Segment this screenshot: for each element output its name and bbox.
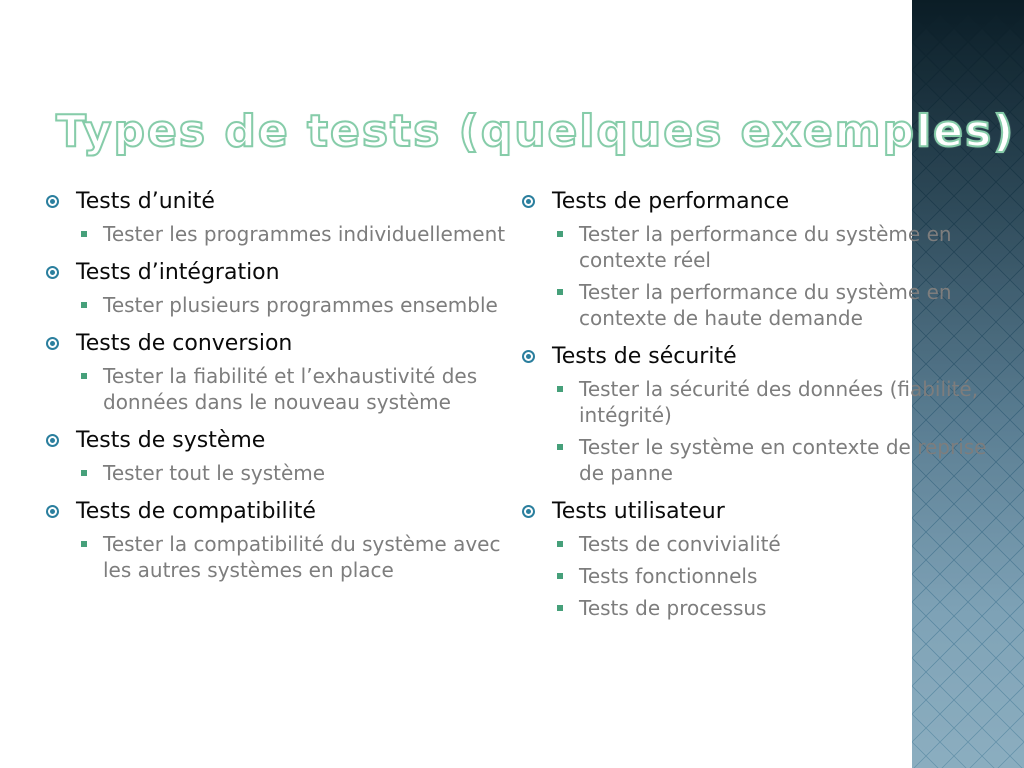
left-column-list [46, 186, 516, 583]
sub-bullet-text: Tests de processus [579, 596, 767, 620]
sub-bullet-item [76, 221, 516, 247]
sub-bullet-item [76, 292, 516, 318]
sub-bullet-text: Tester les programmes individuellement [103, 222, 506, 246]
square-bullet-icon [557, 444, 563, 450]
sub-bullet-list [552, 376, 1002, 486]
sub-bullet-text: Tester la compatibilité du système avec les autres systèmes en place [103, 532, 501, 582]
bullet-item-label: Tests d’intégration [76, 260, 280, 285]
circled-dot-bullet-icon [46, 195, 59, 208]
bullet-item-label: Tests d’unité [76, 189, 215, 214]
bullet-item [522, 496, 1002, 621]
bullet-item-label: Tests de système [76, 428, 266, 453]
sub-bullet-text: Tester la sécurité des données (fiabilité, intégrité) [579, 377, 979, 427]
bullet-item [46, 257, 516, 318]
bullet-item-label: Tests de sécurité [552, 344, 737, 369]
bullet-item-label: Tests de performance [552, 189, 790, 214]
sub-bullet-text: Tests fonctionnels [579, 564, 758, 588]
bullet-item-label: Tests utilisateur [552, 499, 725, 524]
bullet-item [46, 186, 516, 247]
sub-bullet-text: Tester la fiabilité et l’exhaustivité des données dans le nouveau système [103, 364, 478, 414]
square-bullet-icon [557, 231, 563, 237]
sub-bullet-list [76, 363, 516, 415]
bullet-item [522, 186, 1002, 331]
square-bullet-icon [557, 289, 563, 295]
square-bullet-icon [81, 470, 87, 476]
sub-bullet-item [552, 531, 1002, 557]
square-bullet-icon [557, 386, 563, 392]
circled-dot-bullet-icon [522, 350, 535, 363]
square-bullet-icon [557, 605, 563, 611]
bullet-item [46, 425, 516, 486]
bullet-item-label: Tests de conversion [76, 331, 293, 356]
sub-bullet-item [552, 595, 1002, 621]
sub-bullet-list [76, 531, 516, 583]
sub-bullet-text: Tester plusieurs programmes ensemble [103, 293, 498, 317]
slide-title: Types de tests (quelques exemples) [56, 106, 1016, 157]
sub-bullet-item [552, 434, 1002, 486]
circled-dot-bullet-icon [522, 505, 535, 518]
square-bullet-icon [81, 231, 87, 237]
sub-bullet-text: Tests de convivialité [579, 532, 781, 556]
sub-bullet-list [76, 460, 516, 486]
sub-bullet-item [76, 531, 516, 583]
square-bullet-icon [81, 541, 87, 547]
bullet-item [522, 341, 1002, 486]
circled-dot-bullet-icon [46, 266, 59, 279]
right-column-list [522, 186, 1002, 621]
bullet-item-label: Tests de compatibilité [76, 499, 316, 524]
circled-dot-bullet-icon [46, 505, 59, 518]
bullet-item [46, 496, 516, 583]
circled-dot-bullet-icon [46, 434, 59, 447]
square-bullet-icon [81, 302, 87, 308]
sub-bullet-text: Tester le système en contexte de reprise de panne [579, 435, 987, 485]
sub-bullet-text: Tester tout le système [103, 461, 326, 485]
sub-bullet-text: Tester la performance du système en contexte de haute demande [579, 280, 952, 330]
circled-dot-bullet-icon [46, 337, 59, 350]
square-bullet-icon [557, 541, 563, 547]
sub-bullet-item [552, 376, 1002, 428]
sub-bullet-list [76, 221, 516, 247]
sub-bullet-item [552, 279, 1002, 331]
sub-bullet-item [552, 221, 1002, 273]
sub-bullet-list [552, 221, 1002, 331]
sub-bullet-text: Tester la performance du système en contexte réel [579, 222, 952, 272]
sub-bullet-list [552, 531, 1002, 621]
bullet-item [46, 328, 516, 415]
sub-bullet-item [76, 460, 516, 486]
sub-bullet-item [552, 563, 1002, 589]
circled-dot-bullet-icon [522, 195, 535, 208]
square-bullet-icon [557, 573, 563, 579]
sub-bullet-item [76, 363, 516, 415]
sub-bullet-list [76, 292, 516, 318]
square-bullet-icon [81, 373, 87, 379]
